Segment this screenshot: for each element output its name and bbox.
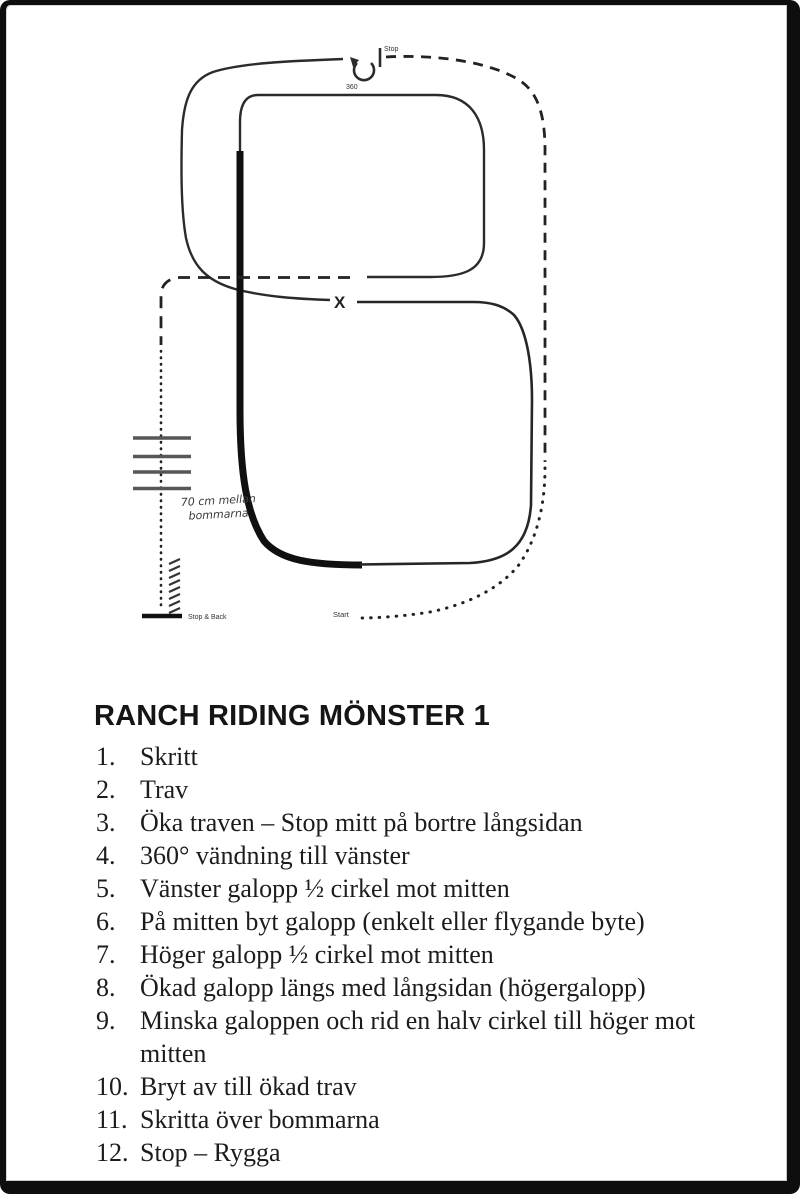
- poles-note-line2: bommarna: [188, 506, 249, 523]
- list-item-number: 3.: [96, 808, 116, 837]
- list-item-number: 7.: [96, 940, 116, 969]
- list-item-number: 10.: [96, 1072, 129, 1101]
- list-item-number: 11.: [96, 1105, 128, 1134]
- list-item-number: 12.: [96, 1138, 129, 1167]
- list-item-number: 8.: [96, 973, 116, 1002]
- list-item-text: Trav: [140, 775, 189, 804]
- list-item-number: 4.: [96, 841, 116, 870]
- list-item-text: Höger galopp ½ cirkel mot mitten: [140, 940, 494, 969]
- list-item: [96, 1070, 716, 1103]
- start-label: Start: [333, 610, 349, 619]
- list-item-text: Vänster galopp ½ cirkel mot mitten: [140, 874, 510, 903]
- list-item-text: Skritta över bommarna: [140, 1105, 380, 1134]
- right-lope-loop-curve: [240, 95, 484, 277]
- extended-lope-thick-line: [240, 151, 362, 565]
- list-item-number: 2.: [96, 775, 116, 804]
- stop-back-label: Stop & Back: [188, 614, 227, 621]
- list-item-text: Bryt av till ökad trav: [140, 1072, 357, 1101]
- list-item-text: På mitten byt galopp (enkelt eller flygande byte): [140, 907, 645, 936]
- list-item-number: 6.: [96, 907, 116, 936]
- spiral-360-icon: [354, 63, 374, 80]
- list-item-text: Stop – Rygga: [140, 1138, 281, 1167]
- list-item-number: 1.: [96, 742, 116, 771]
- list-item: [96, 773, 716, 806]
- lower-half-circle-curve: [357, 302, 532, 565]
- list-item: [96, 806, 716, 839]
- list-item: [96, 938, 716, 971]
- trot-dashed-line: [386, 56, 545, 462]
- list-item-text: Minska galoppen och rid en halv cirkel till höger mot mitten: [140, 1006, 696, 1068]
- poles-note-line1: 70 cm mellan: [180, 492, 257, 510]
- list-item-text: Öka traven – Stop mitt på bortre långsidan: [140, 808, 583, 837]
- trot-dashed-exit-line: [161, 278, 350, 346]
- list-item: [96, 839, 716, 872]
- list-item: [96, 740, 716, 773]
- list-item: [96, 905, 716, 938]
- center-x-marker: X: [334, 293, 346, 312]
- list-item-number: 9.: [96, 1006, 116, 1035]
- list-item: [96, 1004, 716, 1070]
- turn-360-label: 360: [346, 84, 358, 91]
- page-title: RANCH RIDING MÖNSTER 1: [94, 700, 490, 732]
- list-item: [96, 872, 716, 905]
- instruction-list: [96, 740, 716, 1169]
- list-item: [96, 1136, 716, 1169]
- back-up-hatches: [169, 559, 180, 613]
- poles-spacing-note: [180, 492, 256, 523]
- list-item-number: 5.: [96, 874, 116, 903]
- stop-label: Stop: [384, 46, 399, 53]
- list-item-text: Skritt: [140, 742, 198, 771]
- list-item-text: 360° vändning till vänster: [140, 841, 410, 870]
- list-item-text: Ökad galopp längs med långsidan (högergalopp): [140, 973, 646, 1002]
- list-item: [96, 971, 716, 1004]
- list-item: [96, 1103, 716, 1136]
